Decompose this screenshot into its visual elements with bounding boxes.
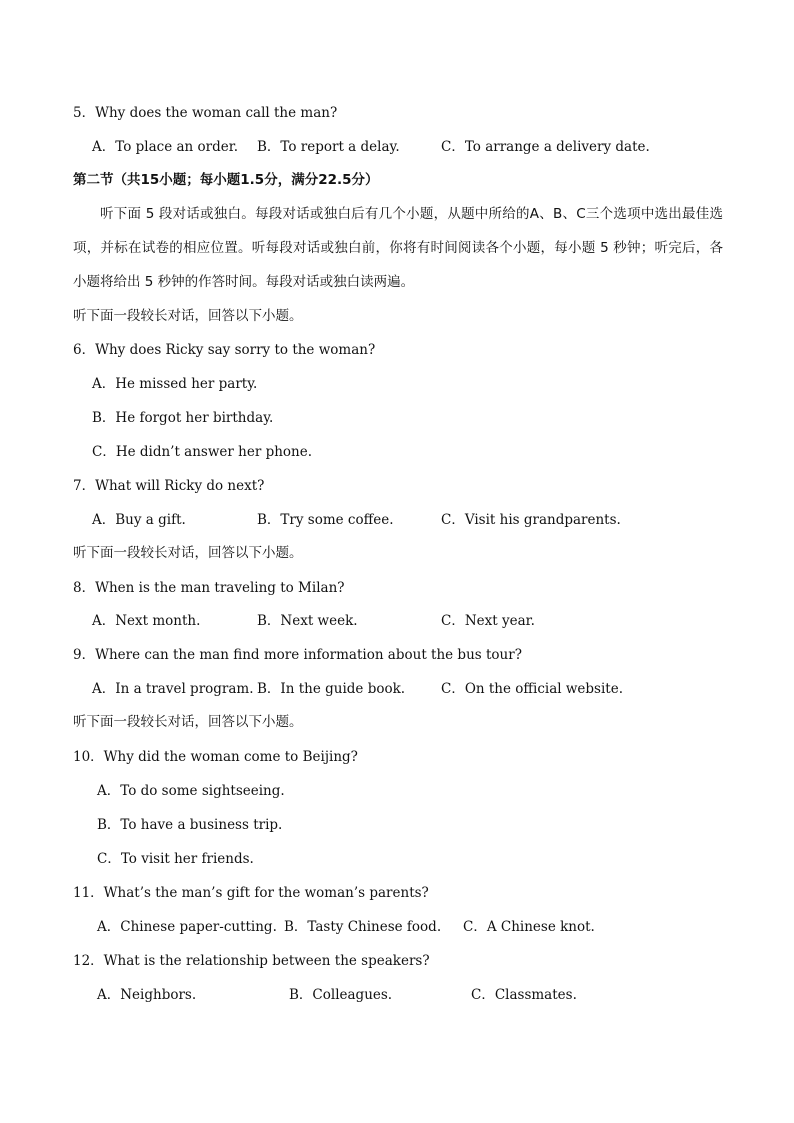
q9-option-a: A．In a travel program.	[92, 681, 254, 697]
q9-option-b: B．In the guide book.	[257, 681, 406, 697]
q12-option-b: B．Colleagues.	[289, 987, 393, 1003]
q6-option-b: B．He forgot her birthday.	[92, 410, 274, 426]
question-7: 7．What will Ricky do next?	[73, 478, 265, 494]
q10-option-c: C．To visit her friends.	[97, 851, 254, 867]
question-5: 5．Why does the woman call the man?	[73, 105, 338, 121]
q7-option-a: A．Buy a gift.	[92, 512, 186, 528]
q7-option-c: C．Visit his grandparents.	[441, 512, 621, 528]
q11-option-c: C．A Chinese knot.	[463, 919, 595, 935]
q5-option-c: C．To arrange a delivery date.	[441, 139, 650, 155]
question-11: 11．What’s the man’s gift for the woman’s parents?	[73, 885, 429, 901]
q6-option-a: A．He missed her party.	[92, 376, 258, 392]
dialog-intro-1: 听下面一段较长对话，回答以下小题。	[73, 308, 303, 324]
q8-option-b: B．Next week.	[257, 613, 358, 629]
dialog-intro-3: 听下面一段较长对话，回答以下小题。	[73, 714, 303, 730]
question-8: 8．When is the man traveling to Milan?	[73, 580, 345, 596]
q11-option-a: A．Chinese paper-cutting.	[97, 919, 277, 935]
q10-option-a: A．To do some sightseeing.	[97, 783, 285, 799]
q8-option-c: C．Next year.	[441, 613, 535, 629]
q11-option-b: B．Tasty Chinese food.	[284, 919, 442, 935]
section-instructions: 听下面 5 段对话或独白。每段对话或独白后有几个小题，从题中所给的A、B、C三个选项中选出最佳选项，并标在试卷的相应位置。听每段对话或独白前，你将有时间阅读各个小题，每小题 5 秒钟；听完后，各小题将给出 5 秒钟的作答时间。每段对话或独白读两遍。	[73, 206, 723, 290]
q5-option-b: B．To report a delay.	[257, 139, 400, 155]
q10-option-b: B．To have a business trip.	[97, 817, 283, 833]
question-12: 12．What is the relationship between the speakers?	[73, 953, 430, 969]
q12-option-a: A．Neighbors.	[97, 987, 197, 1003]
q9-option-c: C．On the official website.	[441, 681, 623, 697]
question-9: 9．Where can the man find more information about the bus tour?	[73, 647, 522, 663]
q5-option-a: A．To place an order.	[92, 139, 238, 155]
q6-option-c: C．He didn’t answer her phone.	[92, 444, 313, 460]
q8-option-a: A．Next month.	[92, 613, 201, 629]
q12-option-c: C．Classmates.	[471, 987, 577, 1003]
section-heading: 第二节（共15小题；每小题1.5分，满分22.5分）	[73, 172, 379, 188]
question-6: 6．Why does Ricky say sorry to the woman?	[73, 342, 376, 358]
question-10: 10．Why did the woman come to Beijing?	[73, 749, 358, 765]
dialog-intro-2: 听下面一段较长对话，回答以下小题。	[73, 545, 303, 561]
q7-option-b: B．Try some coffee.	[257, 512, 394, 528]
